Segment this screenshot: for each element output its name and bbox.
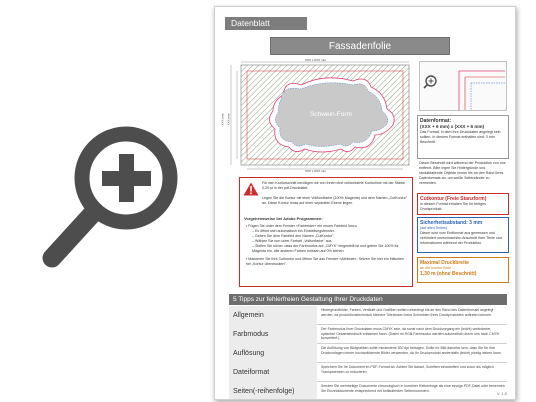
tip-label: Farbmodus [229, 325, 317, 344]
tip-text: Hintergrundbilder, Farben, Verläufe und Grafiken sollten unbedingt bis an den Rand des Datenformats angelegt werden, da produktionstechnisch kleinere Toleranzen beim Schneiden Ihres Druckproduktes auftreten können. [321, 308, 494, 317]
dim-left-label: XXX mm [220, 113, 225, 126]
steps-list [246, 224, 408, 267]
zoom-button[interactable] [42, 120, 182, 270]
product-title: Fassadenfolie [270, 37, 450, 55]
warning-icon [243, 182, 259, 196]
tip-text: Die Auflösung von Bildgrafiken sollte mindestens 300 dpi betragen. Sollte Ihr Bild darunter sein, dass Sie für Ihre Druckvorlagen immer hochauflösende Bilder verwenden, da Ihr Druckprodukt andernfalls (leicht) pixelig wirken kann. [321, 346, 502, 355]
magnifier-plus-icon [42, 120, 182, 270]
warning-line1: Für den Konturschnitt benötigen wir von Ihnen eine vektorisierte Konturlinie mit der Stärke 0,25 pt in der pdf-Druckdatei. [262, 181, 406, 190]
dim-bottom-label: XXX x XXX mm [305, 169, 327, 173]
safe-title: Sicherheitsabstand: 3 mm [420, 220, 483, 226]
tip-row [229, 344, 507, 363]
dim-top-label: XXX x XXX mm [305, 58, 327, 62]
tip-row [229, 363, 507, 382]
format-title: Datenformat: [420, 118, 452, 124]
datasheet-page [214, 6, 516, 400]
step-item: • Fügen Sie unter dem Fenster »Farbfelder« ein neues Farbfeld hinzu. [246, 224, 358, 228]
warning-box [239, 177, 413, 287]
tip-text: Der Farbmodus Ihrer Druckdaten muss CMYK sein, da sonst nach dem Druckvorgang ein (leicht) veränderter, optischer Gesamteindruck entstehen kann. (Daten im RGB-Farbmodus werden automatisch durch uns nach CMYK konvertiert.) [321, 327, 500, 341]
max-sub: an der kurzen Seite [420, 266, 452, 270]
max-title: Maximal Druckbreite [420, 260, 469, 266]
shape-label: Schwein-Form [310, 111, 352, 118]
max-value: 1,30 m (ohne Beschnitt) [420, 271, 477, 277]
tip-row [229, 382, 507, 400]
format-text: Das Format, in dem Ihre Druckdaten angelegt sein sollten. In diesem Format enthalten sind: 3 mm Beschnitt. [420, 130, 501, 144]
format-value: (XXX + 6 mm) x (XXX + 6 mm) [420, 124, 485, 129]
cut-text: in diesem Format erhalten Sie Ihr fertiges Druckprodukt. [420, 202, 486, 211]
step-item: • Markieren Sie Ihre Cutkontur und öffnen Sie das Fenster »Attribute«. Setzen Sie hier ein Häkchen bei „Kontur überdrucken". [246, 257, 405, 266]
step-item: – Wählen Sie nun unter Farbart „Volltonfarbe" aus. [252, 239, 333, 243]
tip-text: Speichern Sie Ihr Dokument im PDF-Format ab. Achten Sie darauf, Schriften einzubetten und zuvor als möglich Transparenzen zu reduzieren. [321, 365, 494, 374]
tip-label: Allgemein [229, 306, 317, 325]
template-drawing [225, 59, 415, 177]
max-width-box [417, 257, 509, 283]
tip-label: Auflösung [229, 344, 317, 363]
version-label: V. 1.0 [496, 391, 507, 396]
safe-box [417, 217, 509, 253]
step-item: – Es öffnet sich automatisch ein Einstellungsfenster. [252, 229, 335, 233]
cut-title: Cutkontur (Freie Stanzform) [420, 196, 487, 202]
steps-title: Vorgehensweise bei Adobe Programmen: [244, 216, 323, 221]
cut-box [417, 193, 509, 215]
format-box [417, 115, 509, 159]
warning-line2: Legen Sie die Kontur mit einer Vollfondfarbe (100% Magenta) und dem Namen „CutKontur" an. Diese Kontur muss auf einer separaten Ebene liegen. [262, 196, 408, 205]
dim-left-inner-label: XXX mm [226, 113, 231, 126]
step-item: – Geben Sie dem Farbfeld den Namen „CutKontur". [252, 234, 335, 238]
step-item: – Stellen Sie sicher, dass der Farbmodus auf „CMYK" eingestellt ist und geben Sie 100% für Magenta ein, alle anderen Farben müssen auf 0% stehen. [252, 244, 399, 253]
tip-label: Seiten(-reihenfolge) [229, 382, 317, 400]
trim-text: Dieser Beschnitt wird während der Produktion von uns entfernt. Bitte legen Sie Hintergründe und randabfallende Objekte immer bis an den Rand Ihres Datenformats an, um weiße Seitenränder zu vermeiden. [419, 161, 506, 185]
tips-heading: 5 Tipps zur fehlerfreien Gestaltung Ihrer Druckdaten [229, 294, 507, 305]
datasheet-tab-label: Datenblatt [225, 17, 307, 30]
tip-row [229, 325, 507, 344]
safe-sub: (auf allen Seiten) [420, 226, 448, 230]
tip-row [229, 306, 507, 325]
corner-detail [419, 61, 507, 111]
safe-text: Dieser wird vom Endformat aus gemessen und verhindert unerwünschten Anschnitt Ihrer Texte und Informationen während der Produktion. [420, 231, 502, 245]
tip-label: Dateiformat [229, 363, 317, 382]
tip-text: Senden Sie mehrseitige Dokumente chronologisch in korrekter Reihenfolge als eine einzige PDF-Datei oder benennen Sie Einzeldokumente entsprechend mit fortlaufenden Seitennummern. [321, 384, 505, 393]
